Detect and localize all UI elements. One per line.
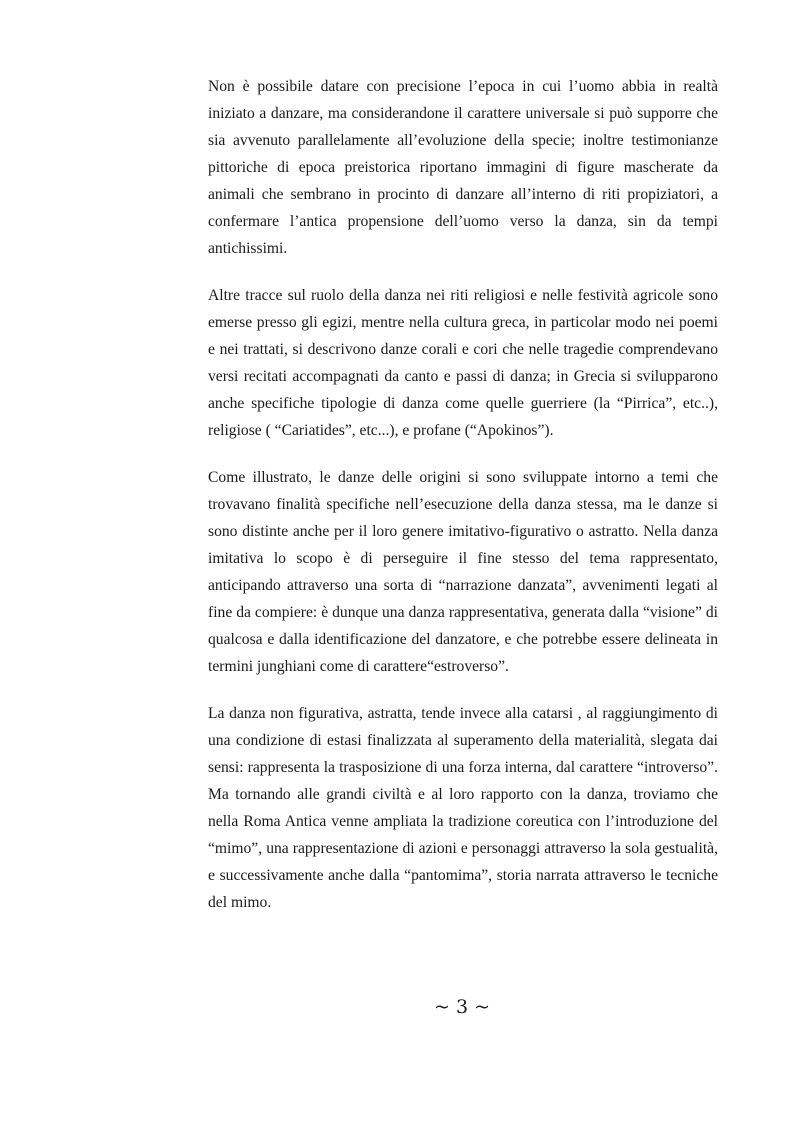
paragraph-4: La danza non figurativa, astratta, tende invece alla catarsi , al raggiungimento di una condizione di estasi finalizzata al superamento della materialità, slegata dai sensi: rappresenta la trasposizione di una forza interna, dal carattere “introverso”. Ma tornando alle grandi civiltà e al loro rapporto con la danza, troviamo che nella Roma Antica venne ampliata la tradizione coreutica con l’introduzione del “mimo”, una rappresentazione di azioni e personaggi attraverso la sola gestualità, e successivamente anche dalla “pantomima”, storia narrata attraverso le tecniche del mimo. [208, 705, 718, 911]
paragraph-3: Come illustrato, le danze delle origini si sono sviluppate intorno a temi che trovavano finalità specifiche nell’esecuzione della danza stessa, ma le danze si sono distinte anche per il loro genere imitativo-figurativo o astratto. Nella danza imitativa lo scopo è di perseguire il fine stesso del tema rappresentato, anticipando attraverso una sorta di “narrazione danzata”, avvenimenti legati al fine da compiere: è dunque una danza rappresentativa, generata dalla “visione” di qualcosa e dalla identificazione del danzatore, e che potrebbe essere delineata in termini junghiani come di carattere“estroverso”. [208, 469, 718, 675]
paragraph-2: Altre tracce sul ruolo della danza nei riti religiosi e nelle festività agricole sono emerse presso gli egizi, mentre nella cultura greca, in particolar modo nei poemi e nei trattati, si descrivono danze corali e cori che nelle tragedie comprendevano versi recitati accompagnati da canto e passi di danza; in Grecia si svilupparono anche specifiche tipologie di danza come quelle guerriere (la “Pirrica”, etc..), religiose ( “Cariatides”, etc...), e profane (“Apokinos”). [208, 287, 718, 439]
paragraph-1: Non è possibile datare con precisione l’epoca in cui l’uomo abbia in realtà iniziato a danzare, ma considerandone il carattere universale si può supporre che sia avvenuto parallelamente all’evoluzione della specie; inoltre testimonianze pittoriche di epoca preistorica riportano immagini di figure mascherate da animali che sembrano in procinto di danzare all’interno di riti propiziatori, a confermare l’antica propensione dell’uomo verso la danza, sin da tempi antichissimi. [208, 78, 718, 257]
page-number: ~ 3 ~ [433, 996, 490, 1018]
body-text [208, 73, 718, 936]
